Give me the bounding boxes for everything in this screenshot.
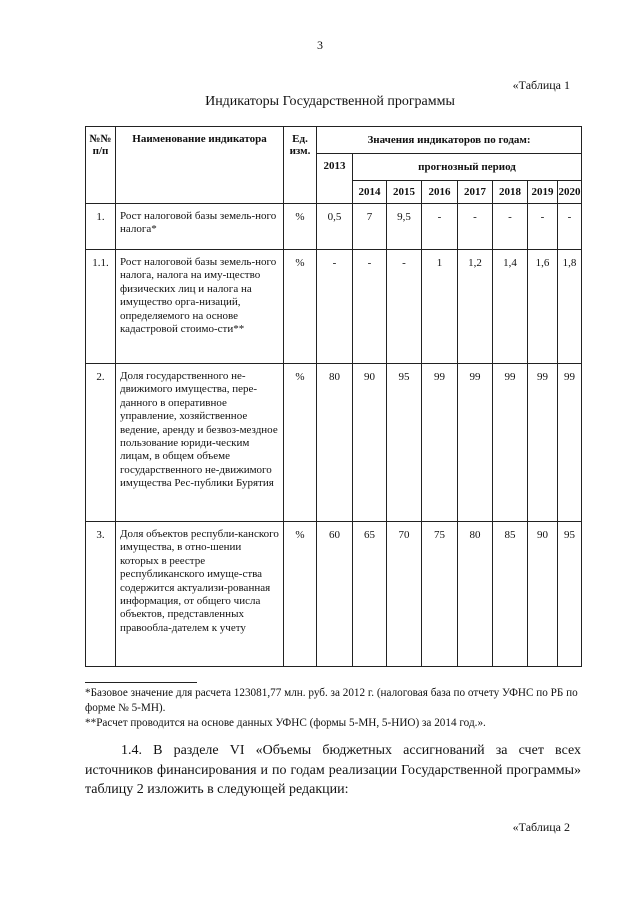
value-cell: 80 bbox=[458, 522, 493, 667]
year-header: 2014 bbox=[353, 181, 387, 204]
value-cell: - bbox=[422, 204, 458, 250]
value-cell: 60 bbox=[317, 522, 353, 667]
col-header-base-year: 2013 bbox=[317, 154, 353, 204]
value-cell: 70 bbox=[387, 522, 422, 667]
indicator-unit: % bbox=[284, 364, 317, 522]
value-cell: - bbox=[558, 204, 582, 250]
value-cell: 1 bbox=[422, 250, 458, 364]
value-cell: 1,4 bbox=[493, 250, 528, 364]
value-cell: 90 bbox=[528, 522, 558, 667]
value-cell: 99 bbox=[558, 364, 582, 522]
value-cell: 85 bbox=[493, 522, 528, 667]
row-number: 1. bbox=[86, 204, 116, 250]
value-cell: 99 bbox=[493, 364, 528, 522]
table-row bbox=[86, 204, 582, 250]
row-number: 2. bbox=[86, 364, 116, 522]
col-header-name: Наименование индикатора bbox=[116, 127, 284, 204]
indicator-unit: % bbox=[284, 250, 317, 364]
table-row bbox=[86, 364, 582, 522]
value-cell: - bbox=[353, 250, 387, 364]
col-header-num: №№ п/п bbox=[86, 127, 116, 204]
value-cell: 95 bbox=[558, 522, 582, 667]
footnote-separator bbox=[85, 682, 197, 683]
year-header: 2017 bbox=[458, 181, 493, 204]
value-cell: 9,5 bbox=[387, 204, 422, 250]
indicator-name: Доля объектов республи-канского имущества, в отно-шении которых в реестре республиканского имуще-ства содержится актуализи-рованная информация, от общего числа объектов, представленных правообла-дателем к учету bbox=[116, 522, 284, 667]
value-cell: - bbox=[458, 204, 493, 250]
value-cell: 0,5 bbox=[317, 204, 353, 250]
row-number: 1.1. bbox=[86, 250, 116, 364]
table-title: Индикаторы Государственной программы bbox=[205, 94, 455, 109]
value-cell: 99 bbox=[528, 364, 558, 522]
footnote-1: *Базовое значение для расчета 123081,77 млн. руб. за 2012 г. (налоговая база по отчету УФНС по РБ по форме № 5-МН). bbox=[85, 687, 578, 714]
indicator-name: Рост налоговой базы земель-ного налога, налога на иму-щество физических лиц и налога на имущество орга-низаций, определяемого на основе кадастровой стоимо-сти** bbox=[116, 250, 284, 364]
col-header-unit: Ед. изм. bbox=[284, 127, 317, 204]
indicator-unit: % bbox=[284, 204, 317, 250]
table-row bbox=[86, 250, 582, 364]
table-1-reference: «Таблица 1 bbox=[512, 78, 570, 92]
value-cell: 75 bbox=[422, 522, 458, 667]
col-header-values: Значения индикаторов по годам: bbox=[317, 127, 582, 154]
indicator-unit: % bbox=[284, 522, 317, 667]
year-header: 2020 bbox=[558, 181, 582, 204]
row-number: 3. bbox=[86, 522, 116, 667]
year-header: 2016 bbox=[422, 181, 458, 204]
value-cell: 1,6 bbox=[528, 250, 558, 364]
value-cell: - bbox=[317, 250, 353, 364]
table-2-reference: «Таблица 2 bbox=[512, 820, 570, 834]
value-cell: - bbox=[528, 204, 558, 250]
year-header: 2015 bbox=[387, 181, 422, 204]
indicator-name: Доля государственного не-движимого имущества, пере-данного в оперативное управление, хозяйственное ведение, аренду и безвоз-мездное пользование юриди-ческим лицам, в общем объеме государственного не-движимого имущества Рес-публики Бурятия bbox=[116, 364, 284, 522]
value-cell: 65 bbox=[353, 522, 387, 667]
amendment-paragraph: 1.4. В разделе VI «Объемы бюджетных ассигнований за счет всех источников финансирования и по годам реализации Государственной программы» таблицу 2 изложить в следующей редакции: bbox=[85, 743, 581, 797]
value-cell: 90 bbox=[353, 364, 387, 522]
footnote-2: **Расчет проводится на основе данных УФНС (формы 5-МН, 5-НИО) за 2014 год.». bbox=[85, 717, 486, 729]
value-cell: 80 bbox=[317, 364, 353, 522]
year-header: 2018 bbox=[493, 181, 528, 204]
indicators-table bbox=[85, 126, 582, 667]
value-cell: 99 bbox=[458, 364, 493, 522]
value-cell: 99 bbox=[422, 364, 458, 522]
indicator-name: Рост налоговой базы земель-ного налога* bbox=[116, 204, 284, 250]
table-row bbox=[86, 522, 582, 667]
value-cell: 7 bbox=[353, 204, 387, 250]
year-header: 2019 bbox=[528, 181, 558, 204]
value-cell: - bbox=[387, 250, 422, 364]
value-cell: 1,8 bbox=[558, 250, 582, 364]
value-cell: 95 bbox=[387, 364, 422, 522]
col-header-forecast: прогнозный период bbox=[353, 154, 582, 181]
value-cell: 1,2 bbox=[458, 250, 493, 364]
value-cell: - bbox=[493, 204, 528, 250]
page-number: 3 bbox=[317, 38, 323, 52]
